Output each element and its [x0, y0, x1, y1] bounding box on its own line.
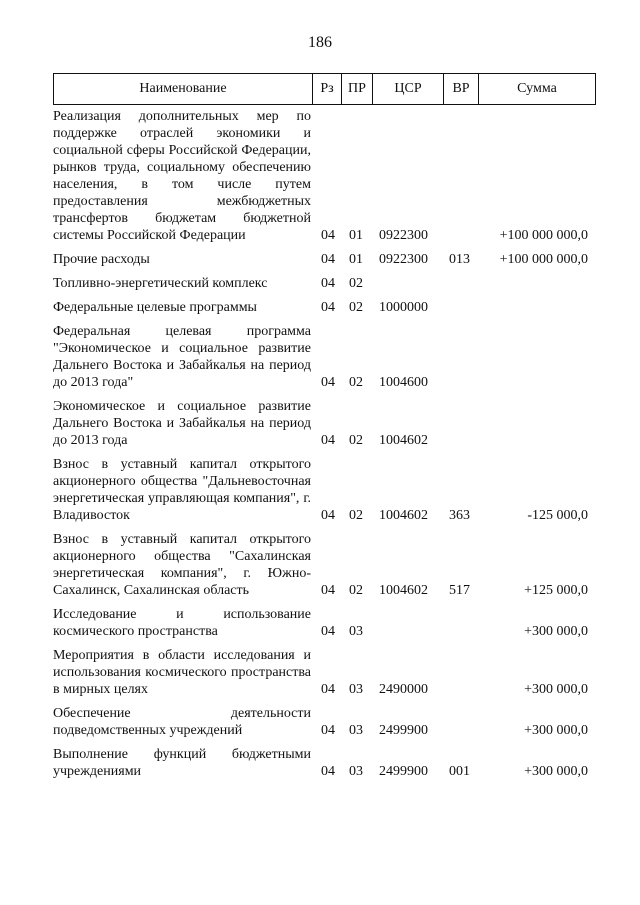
row-name: Реализация дополнительных мер по поддержке отраслей экономики и социальной сферы Российской Федерации, рынков труда, социальному обеспечению населения, в том числе путем предоставления межбюджетных трансфертов бюджетам бюджетной системы Российской Федерации: [53, 109, 311, 243]
table-row: [53, 299, 592, 316]
table-row: [53, 746, 592, 780]
row-rz: 04: [321, 764, 335, 779]
row-rz: 04: [321, 583, 335, 598]
row-vr: 363: [449, 508, 470, 523]
row-name: Взнос в уставный капитал открытого акционерного общества "Дальневосточная энергетическая управляющая компания", г. Владивосток: [53, 457, 311, 523]
row-pr: 02: [349, 433, 363, 448]
row-csr: 1000000: [379, 300, 428, 315]
row-rz: 04: [321, 375, 335, 390]
row-sum: +100 000 000,0: [499, 252, 588, 267]
row-name: Федеральные целевые программы: [53, 300, 257, 315]
table-header: [53, 73, 596, 105]
row-rz: 04: [321, 624, 335, 639]
row-csr: 2490000: [379, 682, 428, 697]
row-name: Выполнение функций бюджетными учреждениями: [53, 747, 311, 779]
row-csr: 0922300: [379, 252, 428, 267]
header-rz: Рз: [313, 74, 342, 105]
row-csr: 1004602: [379, 508, 428, 523]
table-row: [53, 456, 592, 524]
row-name: Экономическое и социальное развитие Дальнего Востока и Забайкалья на период до 2013 года: [53, 399, 311, 448]
header-vr: ВР: [444, 74, 479, 105]
table-row: [53, 705, 592, 739]
row-sum: +300 000,0: [524, 764, 588, 779]
header-csr: ЦСР: [373, 74, 444, 105]
table-row: [53, 398, 592, 449]
row-name: Прочие расходы: [53, 252, 150, 267]
table-row: [53, 275, 592, 292]
row-pr: 02: [349, 583, 363, 598]
row-pr: 03: [349, 723, 363, 738]
table-row: [53, 647, 592, 698]
table-row: [53, 108, 592, 244]
row-sum: +300 000,0: [524, 624, 588, 639]
row-name: Федеральная целевая программа "Экономическое и социальное развитие Дальнего Востока и Забайкалья на период до 2013 года": [53, 324, 311, 390]
page-number: 186: [308, 34, 332, 51]
row-pr: 02: [349, 276, 363, 291]
row-csr: 1004600: [379, 375, 428, 390]
row-vr: 001: [449, 764, 470, 779]
header-name: Наименование: [54, 74, 313, 105]
row-sum: +125 000,0: [524, 583, 588, 598]
row-pr: 03: [349, 682, 363, 697]
row-name: Топливно-энергетический комплекс: [53, 276, 268, 291]
row-pr: 02: [349, 508, 363, 523]
table-row: [53, 323, 592, 391]
budget-table-body: [53, 108, 592, 787]
row-rz: 04: [321, 252, 335, 267]
table-row: [53, 531, 592, 599]
row-pr: 02: [349, 300, 363, 315]
row-name: Взнос в уставный капитал открытого акционерного общества "Сахалинская энергетическая компания", г. Южно-Сахалинск, Сахалинская область: [53, 532, 311, 598]
row-rz: 04: [321, 682, 335, 697]
row-pr: 01: [349, 228, 363, 243]
row-csr: 1004602: [379, 433, 428, 448]
row-sum: +100 000 000,0: [499, 228, 588, 243]
row-pr: 02: [349, 375, 363, 390]
row-name: Исследование и использование космического пространства: [53, 607, 311, 639]
row-sum: +300 000,0: [524, 723, 588, 738]
row-csr: 0922300: [379, 228, 428, 243]
row-name: Мероприятия в области исследования и использования космического пространства в мирных целях: [53, 648, 311, 697]
row-pr: 03: [349, 624, 363, 639]
row-rz: 04: [321, 723, 335, 738]
row-csr: 1004602: [379, 583, 428, 598]
row-pr: 03: [349, 764, 363, 779]
row-name: Обеспечение деятельности подведомственных учреждений: [53, 706, 311, 738]
row-vr: 517: [449, 583, 470, 598]
row-rz: 04: [321, 433, 335, 448]
table-row: [53, 606, 592, 640]
row-csr: 2499900: [379, 764, 428, 779]
table-row: [53, 251, 592, 268]
row-rz: 04: [321, 228, 335, 243]
row-pr: 01: [349, 252, 363, 267]
row-sum: -125 000,0: [527, 508, 588, 523]
row-csr: 2499900: [379, 723, 428, 738]
header-sum: Сумма: [479, 74, 596, 105]
row-rz: 04: [321, 276, 335, 291]
row-rz: 04: [321, 300, 335, 315]
row-sum: +300 000,0: [524, 682, 588, 697]
row-rz: 04: [321, 508, 335, 523]
header-pr: ПР: [342, 74, 373, 105]
row-vr: 013: [449, 252, 470, 267]
